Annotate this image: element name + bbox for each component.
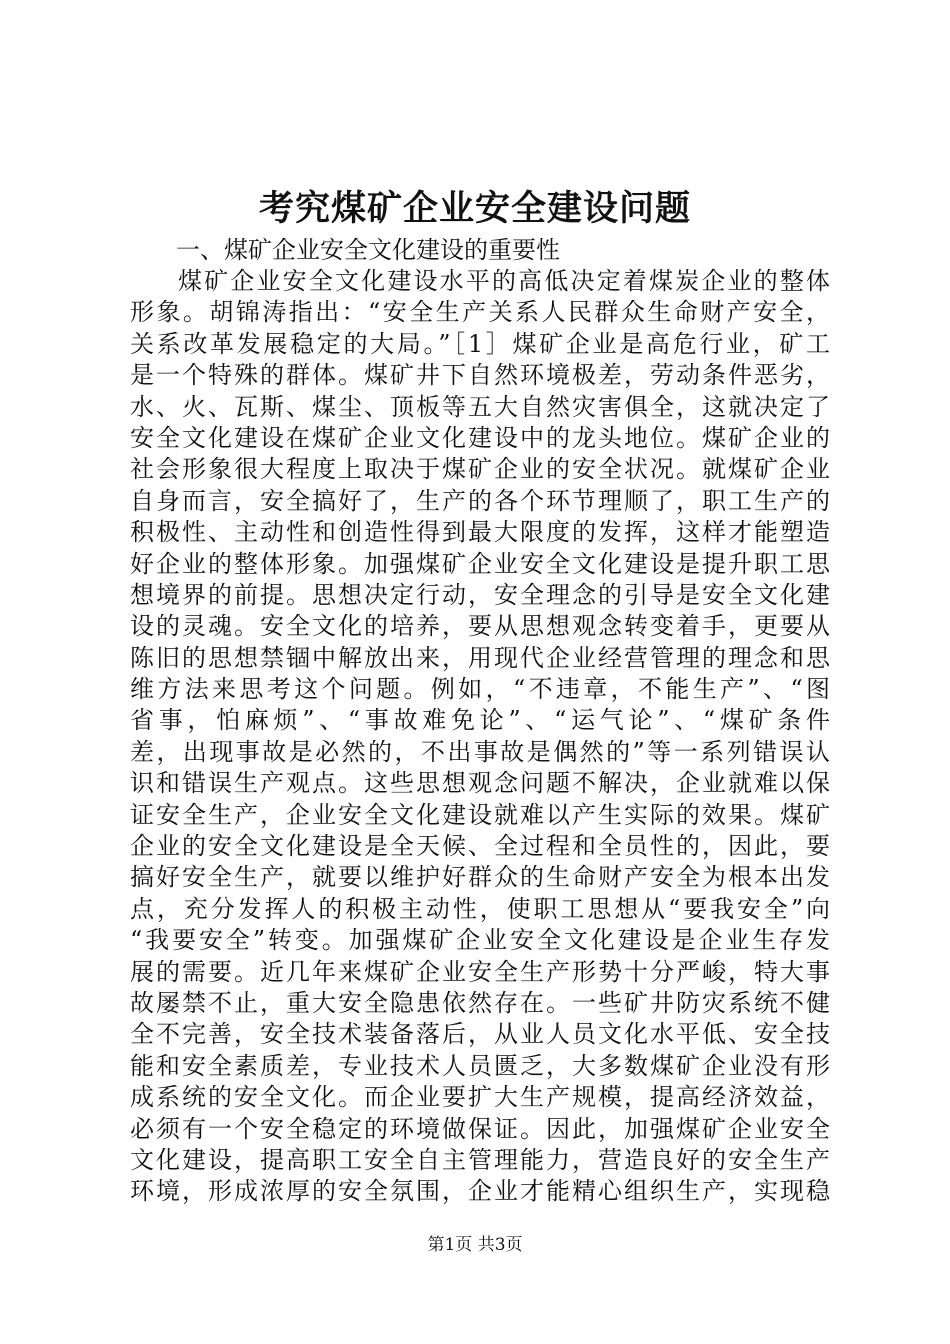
body-line: 差，出现事故是必然的，不出事故是偶然的”等一系列错误认: [130, 737, 830, 766]
body-line: 维方法来思考这个问题。例如，“不违章，不能生产”、“图: [130, 675, 830, 704]
body-line: 社会形象很大程度上取决于煤矿企业的安全状况。就煤矿企业: [130, 455, 830, 484]
body-line: 点，充分发挥人的积极主动性，使职工思想从“要我安全”向: [130, 894, 830, 923]
body-line: “我要安全”转变。加强煤矿企业安全文化建设是企业生存发: [130, 926, 830, 955]
body-text: [130, 266, 830, 1208]
body-line: 陈旧的思想禁锢中解放出来，用现代企业经营管理的理念和思: [130, 643, 830, 672]
body-line: 煤矿企业安全文化建设水平的高低决定着煤炭企业的整体: [178, 267, 830, 295]
body-line: 证安全生产，企业安全文化建设就难以产生实际的效果。煤矿: [130, 800, 830, 829]
body-line: 设的灵魂。安全文化的培养，要从思想观念转变着手，更要从: [130, 612, 830, 641]
body-line: 积极性、主动性和创造性得到最大限度的发挥，这样才能塑造: [130, 518, 830, 547]
body-line: 企业的安全文化建设是全天候、全过程和全员性的，因此，要: [130, 832, 830, 861]
section-heading: 一、煤矿企业安全文化建设的重要性: [176, 236, 560, 264]
body-line: 文化建设，提高职工安全自主管理能力，营造良好的安全生产: [130, 1145, 830, 1174]
document-title: 考究煤矿企业安全建设问题: [258, 188, 691, 229]
body-line: 能和安全素质差，专业技术人员匮乏，大多数煤矿企业没有形: [130, 1051, 830, 1080]
body-line: 识和错误生产观点。这些思想观念问题不解决，企业就难以保: [130, 769, 830, 798]
body-line: 环境，形成浓厚的安全氛围，企业才能精心组织生产，实现稳: [130, 1177, 830, 1206]
body-line: 省事，怕麻烦”、“事故难免论”、“运气论”、“煤矿条件: [130, 706, 830, 735]
page-footer: 第1页 共3页: [427, 1235, 523, 1255]
body-line: 是一个特殊的群体。煤矿井下自然环境极差，劳动条件恶劣，: [130, 361, 830, 390]
body-line: 全不完善，安全技术装备落后，从业人员文化水平低、安全技: [130, 1020, 830, 1049]
body-line: 自身而言，安全搞好了，生产的各个环节理顺了，职工生产的: [130, 486, 830, 515]
body-line: 故屡禁不止，重大安全隐患依然存在。一些矿井防灾系统不健: [130, 988, 830, 1017]
body-line: 成系统的安全文化。而企业要扩大生产规模，提高经济效益，: [130, 1083, 830, 1112]
body-line: 想境界的前提。思想决定行动，安全理念的引导是安全文化建: [130, 580, 830, 609]
body-line: 必须有一个安全稳定的环境做保证。因此，加强煤矿企业安全: [130, 1114, 830, 1143]
body-line: 水、火、瓦斯、煤尘、顶板等五大自然灾害俱全，这就决定了: [130, 392, 830, 421]
body-line: 展的需要。近几年来煤矿企业安全生产形势十分严峻，特大事: [130, 957, 830, 986]
body-line: 搞好安全生产，就要以维护好群众的生命财产安全为根本出发: [130, 863, 830, 892]
body-line: 好企业的整体形象。加强煤矿企业安全文化建设是提升职工思: [130, 549, 830, 578]
body-line: 关系改革发展稳定的大局。”［1］煤矿企业是高危行业，矿工: [130, 329, 830, 358]
body-line: 形象。胡锦涛指出：“安全生产关系人民群众生命财产安全，: [130, 298, 830, 327]
body-line: 安全文化建设在煤矿企业文化建设中的龙头地位。煤矿企业的: [130, 423, 830, 452]
